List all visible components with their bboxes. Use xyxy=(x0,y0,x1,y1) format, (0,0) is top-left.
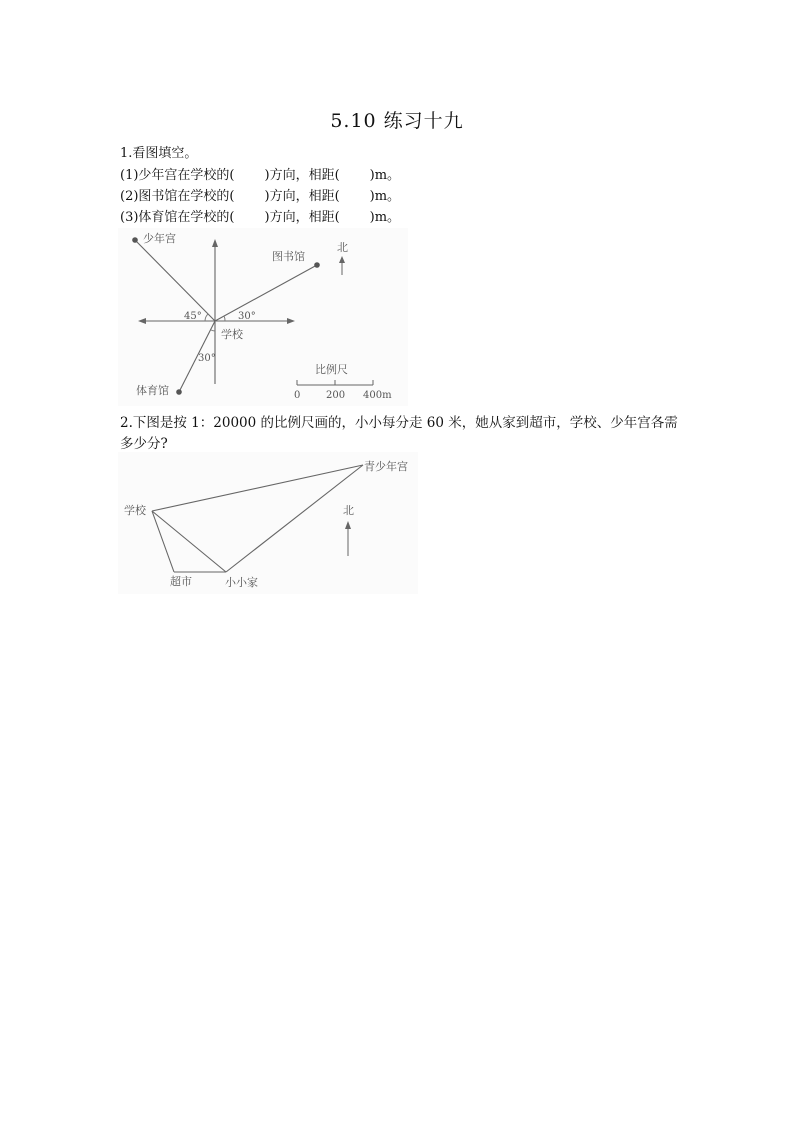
gym-point xyxy=(176,389,182,395)
question-1-item-3 xyxy=(120,206,400,225)
north-label: 北 xyxy=(337,241,348,254)
home-label: 小小家 xyxy=(225,576,258,589)
item-2-mid: )方向，相距( xyxy=(264,189,340,204)
north-label: 北 xyxy=(343,504,354,517)
scale-label-0: 0 xyxy=(294,390,301,401)
scale-label-200: 200 xyxy=(326,390,346,401)
item-1-mid: )方向，相距( xyxy=(264,168,340,183)
school-label: 学校 xyxy=(221,328,243,341)
question-2-text-line-2: 多少分? xyxy=(120,436,168,452)
item-3-suffix: )m。 xyxy=(369,210,401,225)
diagram-2-background xyxy=(118,452,418,594)
question-2-text-line-1: 2.下图是按 1：20000 的比例尺画的，小小每分走 60 米，她从家到超市，学校、少年宫各需 xyxy=(120,415,678,431)
youth-palace-point xyxy=(132,237,138,243)
scale-title: 比例尺 xyxy=(315,363,348,376)
item-1-suffix: )m。 xyxy=(369,168,401,183)
item-1-prefix: (1)少年宫在学校的( xyxy=(120,168,235,183)
diagram-1-background xyxy=(118,228,408,406)
item-3-mid: )方向，相距( xyxy=(264,210,340,225)
scale-label-400m: 400m xyxy=(363,390,392,401)
question-1-item-1 xyxy=(120,164,400,183)
library-point xyxy=(314,262,320,268)
angle-label-45: 45° xyxy=(184,311,202,322)
item-2-suffix: )m。 xyxy=(369,189,401,204)
page-title: 5.10 练习十九 xyxy=(330,110,464,132)
youth-palace-label: 青少年宫 xyxy=(364,460,408,473)
market-label: 超市 xyxy=(170,575,192,588)
question-1-item-2 xyxy=(120,185,400,204)
angle-label-30-gym: 30° xyxy=(198,353,216,364)
question-1-heading: 1.看图填空。 xyxy=(120,146,198,161)
direction-diagram-1 xyxy=(118,228,408,406)
youth-palace-label: 少年宫 xyxy=(143,232,176,245)
route-diagram-2 xyxy=(118,452,418,594)
item-2-prefix: (2)图书馆在学校的( xyxy=(120,189,235,204)
item-3-prefix: (3)体育馆在学校的( xyxy=(120,210,235,225)
gym-label: 体育馆 xyxy=(136,384,169,397)
school-label: 学校 xyxy=(124,504,146,517)
angle-label-30-library: 30° xyxy=(238,311,256,322)
library-label: 图书馆 xyxy=(272,250,305,263)
